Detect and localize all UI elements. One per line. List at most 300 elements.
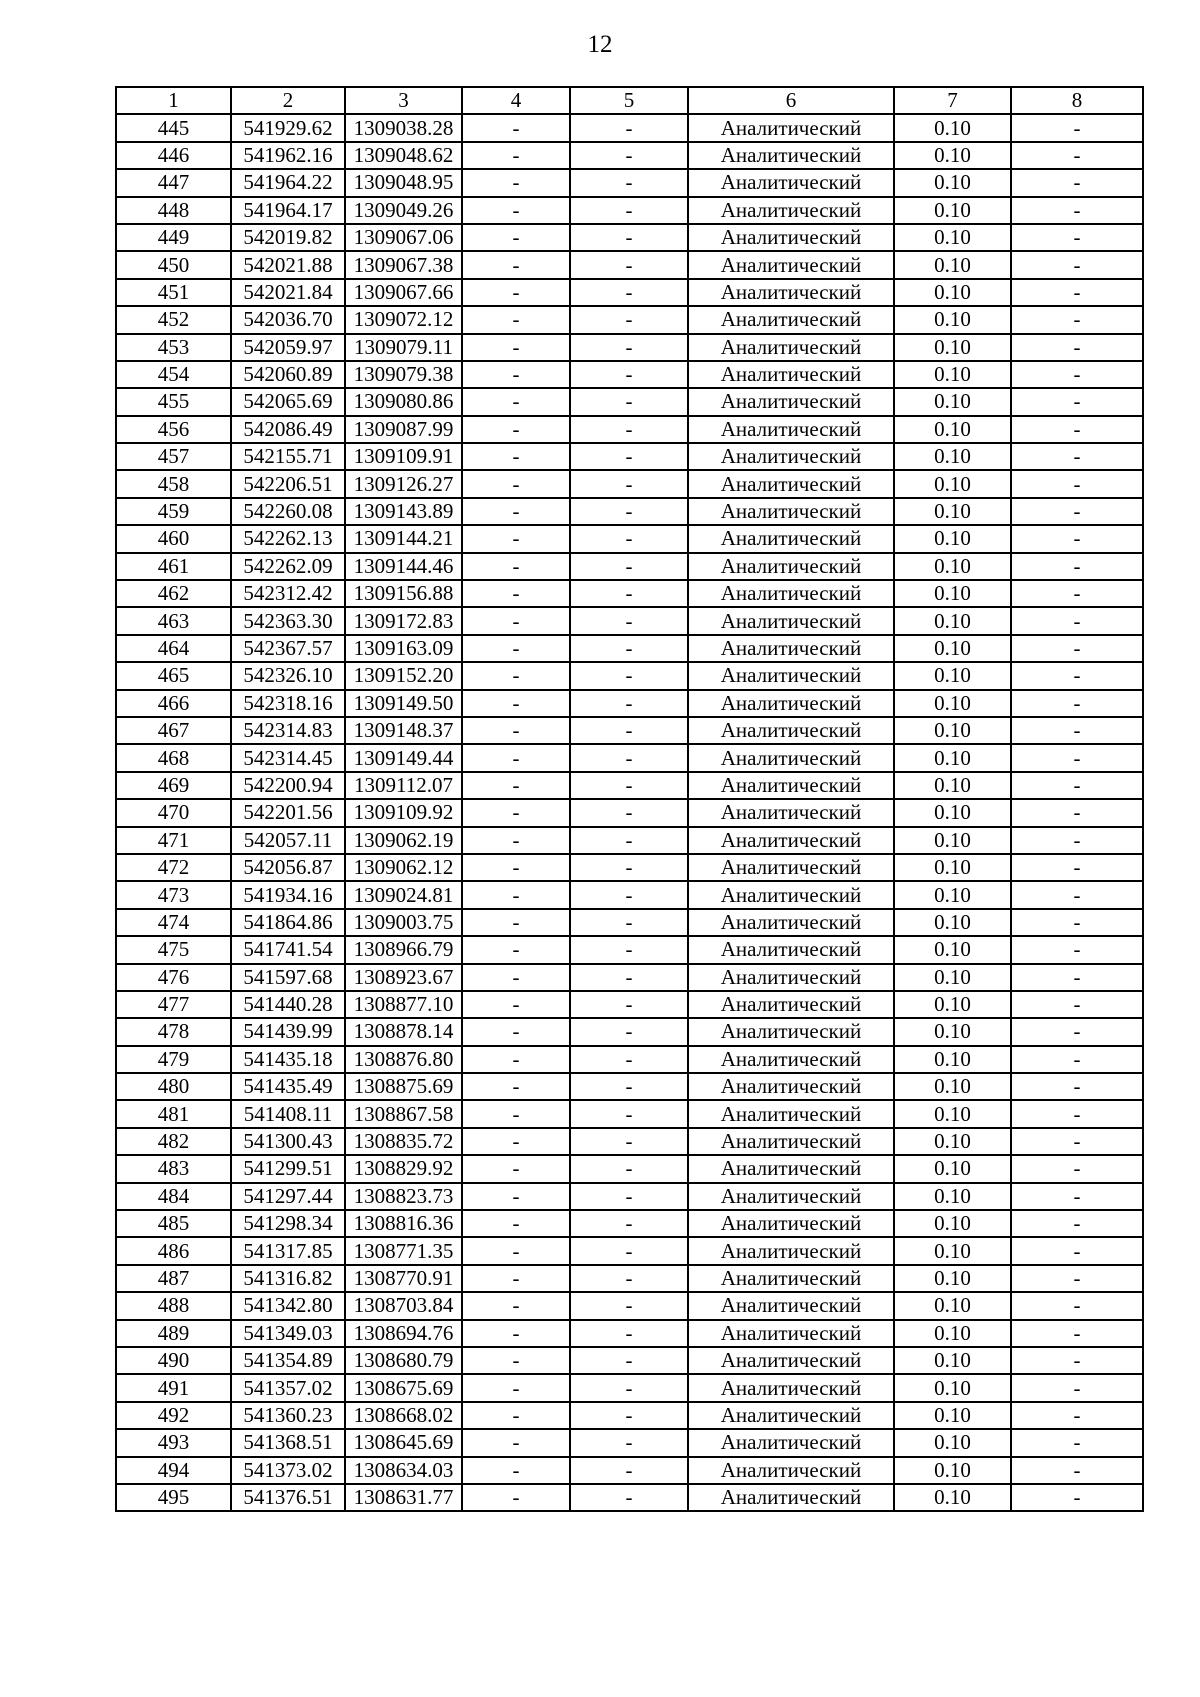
table-cell: 466 xyxy=(116,690,231,717)
table-cell: 1308703.84 xyxy=(345,1292,462,1319)
table-cell: - xyxy=(1011,1347,1143,1374)
table-cell: Аналитический xyxy=(688,1046,894,1073)
column-header: 6 xyxy=(688,87,894,114)
table-row xyxy=(116,690,1143,717)
table-cell: 463 xyxy=(116,607,231,634)
table-cell: Аналитический xyxy=(688,142,894,169)
table-cell: 475 xyxy=(116,936,231,963)
table-cell: - xyxy=(462,361,570,388)
table-row xyxy=(116,416,1143,443)
table-cell: 1309067.66 xyxy=(345,279,462,306)
table-cell: Аналитический xyxy=(688,827,894,854)
table-cell: 541300.43 xyxy=(231,1128,345,1155)
table-cell: 1309062.12 xyxy=(345,854,462,881)
column-header: 7 xyxy=(894,87,1011,114)
table-cell: 1308634.03 xyxy=(345,1457,462,1484)
table-cell: 1309126.27 xyxy=(345,470,462,497)
table-cell: - xyxy=(1011,854,1143,881)
table-cell: - xyxy=(570,580,688,607)
table-cell: - xyxy=(1011,553,1143,580)
table-cell: - xyxy=(1011,169,1143,196)
table-cell: - xyxy=(570,388,688,415)
table-cell: Аналитический xyxy=(688,498,894,525)
table-cell: - xyxy=(1011,470,1143,497)
table-row xyxy=(116,1237,1143,1264)
table-cell: Аналитический xyxy=(688,1429,894,1456)
table-cell: 0.10 xyxy=(894,142,1011,169)
table-cell: 541368.51 xyxy=(231,1429,345,1456)
table-cell: 1308876.80 xyxy=(345,1046,462,1073)
table-cell: Аналитический xyxy=(688,1374,894,1401)
table-cell: Аналитический xyxy=(688,635,894,662)
table-cell: 488 xyxy=(116,1292,231,1319)
table-row xyxy=(116,1265,1143,1292)
table-cell: 469 xyxy=(116,772,231,799)
table-cell: 478 xyxy=(116,1018,231,1045)
table-cell: 542059.97 xyxy=(231,334,345,361)
table-cell: 449 xyxy=(116,224,231,251)
table-row xyxy=(116,799,1143,826)
table-cell: - xyxy=(462,416,570,443)
table-cell: 0.10 xyxy=(894,443,1011,470)
table-cell: 450 xyxy=(116,251,231,278)
table-cell: 1309144.46 xyxy=(345,553,462,580)
table-cell: - xyxy=(1011,525,1143,552)
table-cell: - xyxy=(462,662,570,689)
table-row xyxy=(116,279,1143,306)
table-cell: 0.10 xyxy=(894,881,1011,908)
table-row xyxy=(116,553,1143,580)
table-cell: - xyxy=(1011,717,1143,744)
table-cell: - xyxy=(570,1210,688,1237)
table-cell: - xyxy=(1011,498,1143,525)
table-header xyxy=(116,87,1143,114)
table-cell: 0.10 xyxy=(894,114,1011,141)
table-cell: 0.10 xyxy=(894,799,1011,826)
table-cell: 465 xyxy=(116,662,231,689)
table-cell: - xyxy=(570,306,688,333)
table-cell: - xyxy=(462,251,570,278)
table-row xyxy=(116,717,1143,744)
table-cell: - xyxy=(570,224,688,251)
table-cell: Аналитический xyxy=(688,964,894,991)
table-cell: - xyxy=(462,799,570,826)
table-cell: 541435.18 xyxy=(231,1046,345,1073)
table-cell: Аналитический xyxy=(688,772,894,799)
table-row xyxy=(116,1402,1143,1429)
table-cell: Аналитический xyxy=(688,580,894,607)
table-cell: 453 xyxy=(116,334,231,361)
table-cell: 495 xyxy=(116,1484,231,1511)
table-cell: 471 xyxy=(116,827,231,854)
table-cell: - xyxy=(462,881,570,908)
table-cell: - xyxy=(1011,662,1143,689)
table-cell: - xyxy=(1011,388,1143,415)
table-cell: 491 xyxy=(116,1374,231,1401)
table-cell: Аналитический xyxy=(688,1347,894,1374)
table-cell: Аналитический xyxy=(688,991,894,1018)
table-cell: 477 xyxy=(116,991,231,1018)
table-cell: - xyxy=(570,361,688,388)
table-row xyxy=(116,991,1143,1018)
table-cell: 542367.57 xyxy=(231,635,345,662)
table-cell: 542065.69 xyxy=(231,388,345,415)
table-cell: 0.10 xyxy=(894,607,1011,634)
table-cell: 542312.42 xyxy=(231,580,345,607)
table-cell: - xyxy=(1011,744,1143,771)
table-cell: 542019.82 xyxy=(231,224,345,251)
column-header: 2 xyxy=(231,87,345,114)
table-cell: 0.10 xyxy=(894,1018,1011,1045)
table-cell: - xyxy=(570,635,688,662)
table-cell: 464 xyxy=(116,635,231,662)
table-cell: 0.10 xyxy=(894,827,1011,854)
table-cell: Аналитический xyxy=(688,251,894,278)
table-cell: 0.10 xyxy=(894,553,1011,580)
table-cell: - xyxy=(462,1073,570,1100)
table-cell: 0.10 xyxy=(894,525,1011,552)
table-cell: - xyxy=(570,443,688,470)
table-cell: - xyxy=(1011,1374,1143,1401)
table-cell: 452 xyxy=(116,306,231,333)
table-cell: 542363.30 xyxy=(231,607,345,634)
table-cell: - xyxy=(1011,1320,1143,1347)
table-row xyxy=(116,580,1143,607)
table-cell: - xyxy=(570,1046,688,1073)
table-row xyxy=(116,1183,1143,1210)
table-cell: 0.10 xyxy=(894,772,1011,799)
table-cell: 542314.83 xyxy=(231,717,345,744)
table-cell: 0.10 xyxy=(894,251,1011,278)
table-cell: - xyxy=(1011,607,1143,634)
table-cell: - xyxy=(462,1100,570,1127)
table-cell: 490 xyxy=(116,1347,231,1374)
table-row xyxy=(116,1128,1143,1155)
table-cell: 1308675.69 xyxy=(345,1374,462,1401)
table-row xyxy=(116,827,1143,854)
table-cell: 1309079.11 xyxy=(345,334,462,361)
table-cell: 486 xyxy=(116,1237,231,1264)
table-cell: Аналитический xyxy=(688,388,894,415)
table-cell: 481 xyxy=(116,1100,231,1127)
table-cell: 1309038.28 xyxy=(345,114,462,141)
table-cell: 0.10 xyxy=(894,964,1011,991)
table-cell: Аналитический xyxy=(688,416,894,443)
table-cell: - xyxy=(1011,1402,1143,1429)
table-cell: 493 xyxy=(116,1429,231,1456)
table-cell: - xyxy=(1011,936,1143,963)
table-cell: 462 xyxy=(116,580,231,607)
table-cell: 1308694.76 xyxy=(345,1320,462,1347)
table-cell: 0.10 xyxy=(894,854,1011,881)
table-cell: 542056.87 xyxy=(231,854,345,881)
table-cell: 1309003.75 xyxy=(345,909,462,936)
table-cell: - xyxy=(462,635,570,662)
table-cell: - xyxy=(462,334,570,361)
table-cell: Аналитический xyxy=(688,1237,894,1264)
table-cell: - xyxy=(570,279,688,306)
table-cell: Аналитический xyxy=(688,470,894,497)
table-cell: 1308631.77 xyxy=(345,1484,462,1511)
table-cell: - xyxy=(1011,690,1143,717)
table-cell: - xyxy=(570,553,688,580)
table-cell: - xyxy=(1011,1429,1143,1456)
table-cell: 1309067.06 xyxy=(345,224,462,251)
table-cell: 541439.99 xyxy=(231,1018,345,1045)
table-cell: 0.10 xyxy=(894,1073,1011,1100)
table-cell: 541342.80 xyxy=(231,1292,345,1319)
table-cell: 541317.85 xyxy=(231,1237,345,1264)
table-cell: 1308875.69 xyxy=(345,1073,462,1100)
table-cell: Аналитический xyxy=(688,662,894,689)
table-cell: - xyxy=(570,827,688,854)
table-cell: Аналитический xyxy=(688,1292,894,1319)
table-cell: 461 xyxy=(116,553,231,580)
table-cell: Аналитический xyxy=(688,854,894,881)
table-cell: - xyxy=(462,690,570,717)
column-header: 8 xyxy=(1011,87,1143,114)
table-cell: 0.10 xyxy=(894,936,1011,963)
table-cell: - xyxy=(570,525,688,552)
table-cell: 1309149.50 xyxy=(345,690,462,717)
table-cell: - xyxy=(570,964,688,991)
table-cell: 1308816.36 xyxy=(345,1210,462,1237)
table-cell: 446 xyxy=(116,142,231,169)
table-cell: 0.10 xyxy=(894,361,1011,388)
table-cell: 448 xyxy=(116,197,231,224)
table-cell: 541962.16 xyxy=(231,142,345,169)
table-cell: Аналитический xyxy=(688,1457,894,1484)
table-cell: - xyxy=(1011,827,1143,854)
table-cell: Аналитический xyxy=(688,1073,894,1100)
table-cell: - xyxy=(570,936,688,963)
table-cell: Аналитический xyxy=(688,306,894,333)
table-cell: - xyxy=(462,580,570,607)
table-cell: 541408.11 xyxy=(231,1100,345,1127)
table-cell: - xyxy=(570,717,688,744)
table-cell: 541741.54 xyxy=(231,936,345,963)
table-cell: 1308867.58 xyxy=(345,1100,462,1127)
table-cell: 0.10 xyxy=(894,1402,1011,1429)
table-cell: 0.10 xyxy=(894,662,1011,689)
table-cell: 0.10 xyxy=(894,1292,1011,1319)
column-header: 5 xyxy=(570,87,688,114)
table-cell: 0.10 xyxy=(894,1484,1011,1511)
table-cell: 0.10 xyxy=(894,416,1011,443)
table-row xyxy=(116,936,1143,963)
table-cell: - xyxy=(462,1484,570,1511)
table-cell: - xyxy=(462,525,570,552)
table-cell: 541376.51 xyxy=(231,1484,345,1511)
table-cell: 1309152.20 xyxy=(345,662,462,689)
table-row xyxy=(116,1292,1143,1319)
table-cell: Аналитический xyxy=(688,1155,894,1182)
table-cell: 0.10 xyxy=(894,690,1011,717)
table-cell: 0.10 xyxy=(894,1155,1011,1182)
table-cell: 0.10 xyxy=(894,1210,1011,1237)
table-cell: - xyxy=(1011,991,1143,1018)
column-header: 3 xyxy=(345,87,462,114)
table-row xyxy=(116,525,1143,552)
page-number: 12 xyxy=(587,31,613,58)
table-cell: - xyxy=(570,1073,688,1100)
table-cell: 456 xyxy=(116,416,231,443)
table-cell: 468 xyxy=(116,744,231,771)
table-cell: 0.10 xyxy=(894,1457,1011,1484)
table-cell: 0.10 xyxy=(894,1429,1011,1456)
table-cell: - xyxy=(462,498,570,525)
table-cell: - xyxy=(1011,881,1143,908)
table-cell: - xyxy=(462,1457,570,1484)
table-row xyxy=(116,114,1143,141)
table-cell: - xyxy=(462,1046,570,1073)
table-cell: - xyxy=(462,306,570,333)
table-cell: - xyxy=(462,964,570,991)
table-cell: Аналитический xyxy=(688,1100,894,1127)
table-cell: 0.10 xyxy=(894,169,1011,196)
table-cell: - xyxy=(570,142,688,169)
table-cell: 1309049.26 xyxy=(345,197,462,224)
table-cell: Аналитический xyxy=(688,881,894,908)
table-cell: 541354.89 xyxy=(231,1347,345,1374)
table-cell: - xyxy=(462,114,570,141)
table-cell: - xyxy=(570,1265,688,1292)
table-cell: - xyxy=(462,1018,570,1045)
coordinates-table xyxy=(115,86,1144,1512)
table-cell: 476 xyxy=(116,964,231,991)
table-cell: 542021.88 xyxy=(231,251,345,278)
table-cell: 542036.70 xyxy=(231,306,345,333)
table-cell: 1308680.79 xyxy=(345,1347,462,1374)
table-cell: 1308878.14 xyxy=(345,1018,462,1045)
table-cell: - xyxy=(570,1484,688,1511)
table-cell: 1308966.79 xyxy=(345,936,462,963)
table-row xyxy=(116,854,1143,881)
table-cell: 0.10 xyxy=(894,1100,1011,1127)
table-cell: 0.10 xyxy=(894,1320,1011,1347)
table-cell: - xyxy=(570,1374,688,1401)
table-cell: 484 xyxy=(116,1183,231,1210)
table-cell: - xyxy=(462,1183,570,1210)
table-cell: - xyxy=(570,1018,688,1045)
table-row xyxy=(116,1429,1143,1456)
table-cell: - xyxy=(1011,1155,1143,1182)
table-row xyxy=(116,1073,1143,1100)
table-cell: 0.10 xyxy=(894,334,1011,361)
table-cell: - xyxy=(462,224,570,251)
table-cell: Аналитический xyxy=(688,361,894,388)
table-cell: Аналитический xyxy=(688,690,894,717)
table-cell: - xyxy=(1011,772,1143,799)
table-cell: - xyxy=(570,690,688,717)
table-cell: 542060.89 xyxy=(231,361,345,388)
table-cell: 487 xyxy=(116,1265,231,1292)
table-cell: 542086.49 xyxy=(231,416,345,443)
table-cell: - xyxy=(1011,964,1143,991)
table-cell: - xyxy=(570,251,688,278)
table-cell: - xyxy=(462,279,570,306)
table-cell: - xyxy=(570,1183,688,1210)
table-cell: - xyxy=(1011,1183,1143,1210)
table-cell: - xyxy=(462,470,570,497)
table-cell: 542155.71 xyxy=(231,443,345,470)
table-cell: 1309112.07 xyxy=(345,772,462,799)
table-cell: - xyxy=(570,881,688,908)
table-cell: 1309087.99 xyxy=(345,416,462,443)
table-row xyxy=(116,470,1143,497)
table-cell: 1308823.73 xyxy=(345,1183,462,1210)
table-cell: - xyxy=(1011,1457,1143,1484)
table-cell: 473 xyxy=(116,881,231,908)
table-cell: 542021.84 xyxy=(231,279,345,306)
table-cell: 0.10 xyxy=(894,224,1011,251)
table-cell: 0.10 xyxy=(894,1046,1011,1073)
table-cell: Аналитический xyxy=(688,525,894,552)
table-row xyxy=(116,443,1143,470)
table-cell: - xyxy=(462,1265,570,1292)
table-cell: 1309156.88 xyxy=(345,580,462,607)
table-cell: - xyxy=(570,744,688,771)
table-cell: 542314.45 xyxy=(231,744,345,771)
table-cell: 0.10 xyxy=(894,635,1011,662)
table-row xyxy=(116,1100,1143,1127)
table-cell: - xyxy=(570,1155,688,1182)
table-cell: - xyxy=(1011,197,1143,224)
table-cell: 1309172.83 xyxy=(345,607,462,634)
table-cell: Аналитический xyxy=(688,114,894,141)
table-cell: - xyxy=(570,114,688,141)
table-cell: Аналитический xyxy=(688,169,894,196)
table-cell: - xyxy=(570,416,688,443)
table-cell: 541360.23 xyxy=(231,1402,345,1429)
table-cell: Аналитический xyxy=(688,1402,894,1429)
table-cell: - xyxy=(570,1429,688,1456)
table-row xyxy=(116,1484,1143,1511)
table-cell: - xyxy=(1011,1073,1143,1100)
table-cell: - xyxy=(1011,142,1143,169)
table-cell: 1309072.12 xyxy=(345,306,462,333)
table-cell: 541357.02 xyxy=(231,1374,345,1401)
table-cell: 1309079.38 xyxy=(345,361,462,388)
table-cell: - xyxy=(1011,1265,1143,1292)
table-row xyxy=(116,1347,1143,1374)
table-cell: 541316.82 xyxy=(231,1265,345,1292)
table-row xyxy=(116,1155,1143,1182)
table-row xyxy=(116,251,1143,278)
table-cell: 0.10 xyxy=(894,498,1011,525)
table-cell: 1308668.02 xyxy=(345,1402,462,1429)
table-cell: - xyxy=(462,443,570,470)
table-cell: 1309048.62 xyxy=(345,142,462,169)
table-cell: 1309080.86 xyxy=(345,388,462,415)
table-cell: Аналитический xyxy=(688,443,894,470)
table-cell: 467 xyxy=(116,717,231,744)
table-cell: - xyxy=(1011,799,1143,826)
table-cell: 542318.16 xyxy=(231,690,345,717)
table-cell: - xyxy=(1011,361,1143,388)
table-cell: Аналитический xyxy=(688,607,894,634)
table-cell: Аналитический xyxy=(688,224,894,251)
table-cell: 0.10 xyxy=(894,991,1011,1018)
table-cell: Аналитический xyxy=(688,1484,894,1511)
table-cell: 541435.49 xyxy=(231,1073,345,1100)
table-cell: 0.10 xyxy=(894,388,1011,415)
table-cell: - xyxy=(462,1374,570,1401)
table-cell: 0.10 xyxy=(894,1347,1011,1374)
table-cell: - xyxy=(1011,1046,1143,1073)
table-cell: 542057.11 xyxy=(231,827,345,854)
table-cell: - xyxy=(462,1402,570,1429)
